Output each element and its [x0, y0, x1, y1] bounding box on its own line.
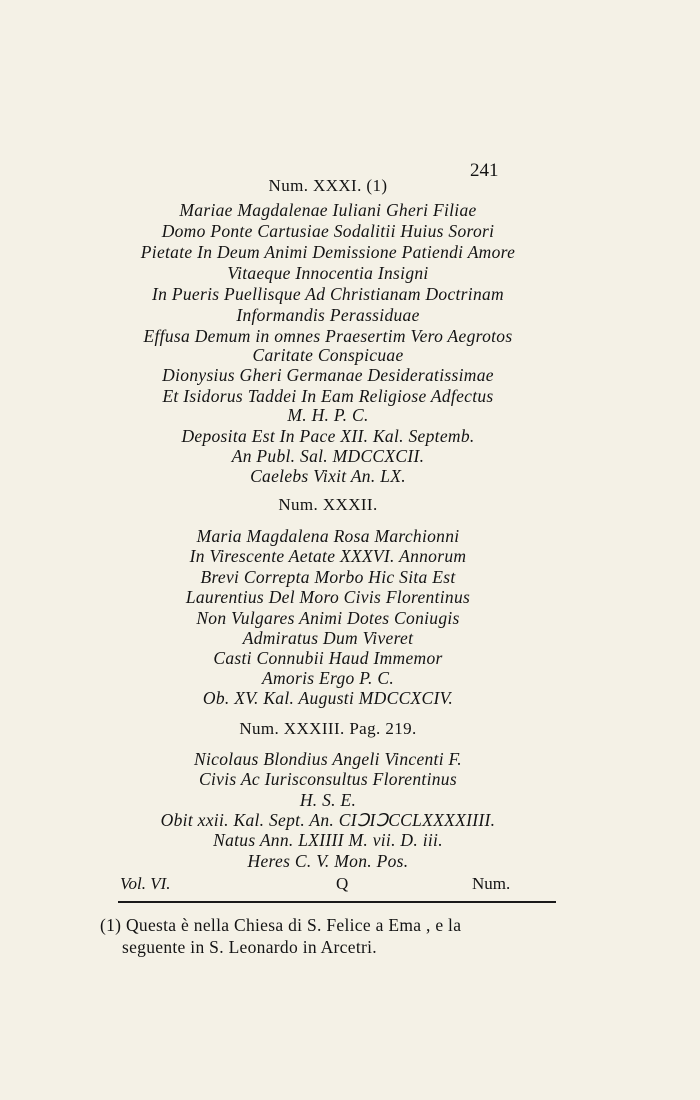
volume-mark: Vol. VI. — [120, 874, 171, 893]
inscription-line: Et Isidorus Taddei In Eam Religiose Adfectus — [162, 386, 494, 406]
inscription-heading: Num. XXXII. — [278, 495, 378, 514]
signature-mark: Q — [336, 874, 349, 893]
inscription-line: Civis Ac Iurisconsultus Florentinus — [199, 769, 457, 789]
inscription-line: Vitaeque Innocentia Insigni — [227, 263, 429, 283]
inscription-line: Non Vulgares Animi Dotes Coniugis — [196, 608, 460, 628]
inscription-line: Deposita Est In Pace XII. Kal. Septemb. — [181, 426, 475, 446]
inscription-line: Effusa Demum in omnes Praesertim Vero Aegrotos — [143, 326, 513, 346]
inscription-heading: Num. XXXI. (1) — [268, 176, 388, 195]
inscription-line: Laurentius Del Moro Civis Florentinus — [185, 587, 471, 607]
inscription-line: Mariae Magdalenae Iuliani Gheri Filiae — [179, 200, 477, 220]
inscription-line: Heres C. V. Mon. Pos. — [247, 851, 409, 871]
inscription-line: Caelebs Vixit An. LX. — [250, 466, 406, 486]
inscription-line: H. S. E. — [299, 790, 357, 810]
inscription-line: Dionysius Gheri Germanae Desideratissimae — [162, 365, 494, 385]
inscription-line: Maria Magdalena Rosa Marchionni — [196, 526, 460, 546]
inscription-line: Caritate Conspicuae — [252, 345, 404, 365]
catchword: Num. — [472, 874, 511, 893]
footnote-rule — [118, 901, 556, 903]
inscription-line: Casti Connubii Haud Immemor — [213, 648, 443, 668]
inscription-line: Domo Ponte Cartusiae Sodalitii Huius Sorori — [161, 221, 495, 241]
inscription-line: Informandis Perassiduae — [236, 305, 420, 325]
inscription-line: Brevi Correpta Morbo Hic Sita Est — [200, 567, 456, 587]
inscription-line: Natus Ann. LXIIII M. vii. D. iii. — [213, 830, 443, 850]
inscription-line: Nicolaus Blondius Angeli Vincenti F. — [194, 749, 462, 769]
inscription-line: Admiratus Dum Viveret — [242, 628, 414, 648]
inscription-line: In Virescente Aetate XXXVI. Annorum — [189, 546, 467, 566]
page-number: 241 — [470, 160, 499, 181]
inscription-line: An Publ. Sal. MDCCXCII. — [231, 446, 425, 466]
inscription-line: In Pueris Puellisque Ad Christianam Doctrinam — [152, 284, 504, 304]
inscription-line: M. H. P. C. — [287, 405, 369, 425]
footnote-line: (1) Questa è nella Chiesa di S. Felice a Ema , e la — [100, 915, 462, 935]
inscription-line: Pietate In Deum Animi Demissione Patiendi Amore — [140, 242, 516, 262]
inscription-line: Ob. XV. Kal. Augusti MDCCXCIV. — [202, 688, 454, 708]
inscription-line: Obit xxii. Kal. Sept. An. CIↃIↃCCLXXXXIIII. — [160, 810, 496, 830]
inscription-heading: Num. XXXIII. Pag. 219. — [239, 719, 417, 738]
footnote-line: seguente in S. Leonardo in Arcetri. — [122, 937, 377, 957]
inscription-line: Amoris Ergo P. C. — [262, 668, 394, 688]
